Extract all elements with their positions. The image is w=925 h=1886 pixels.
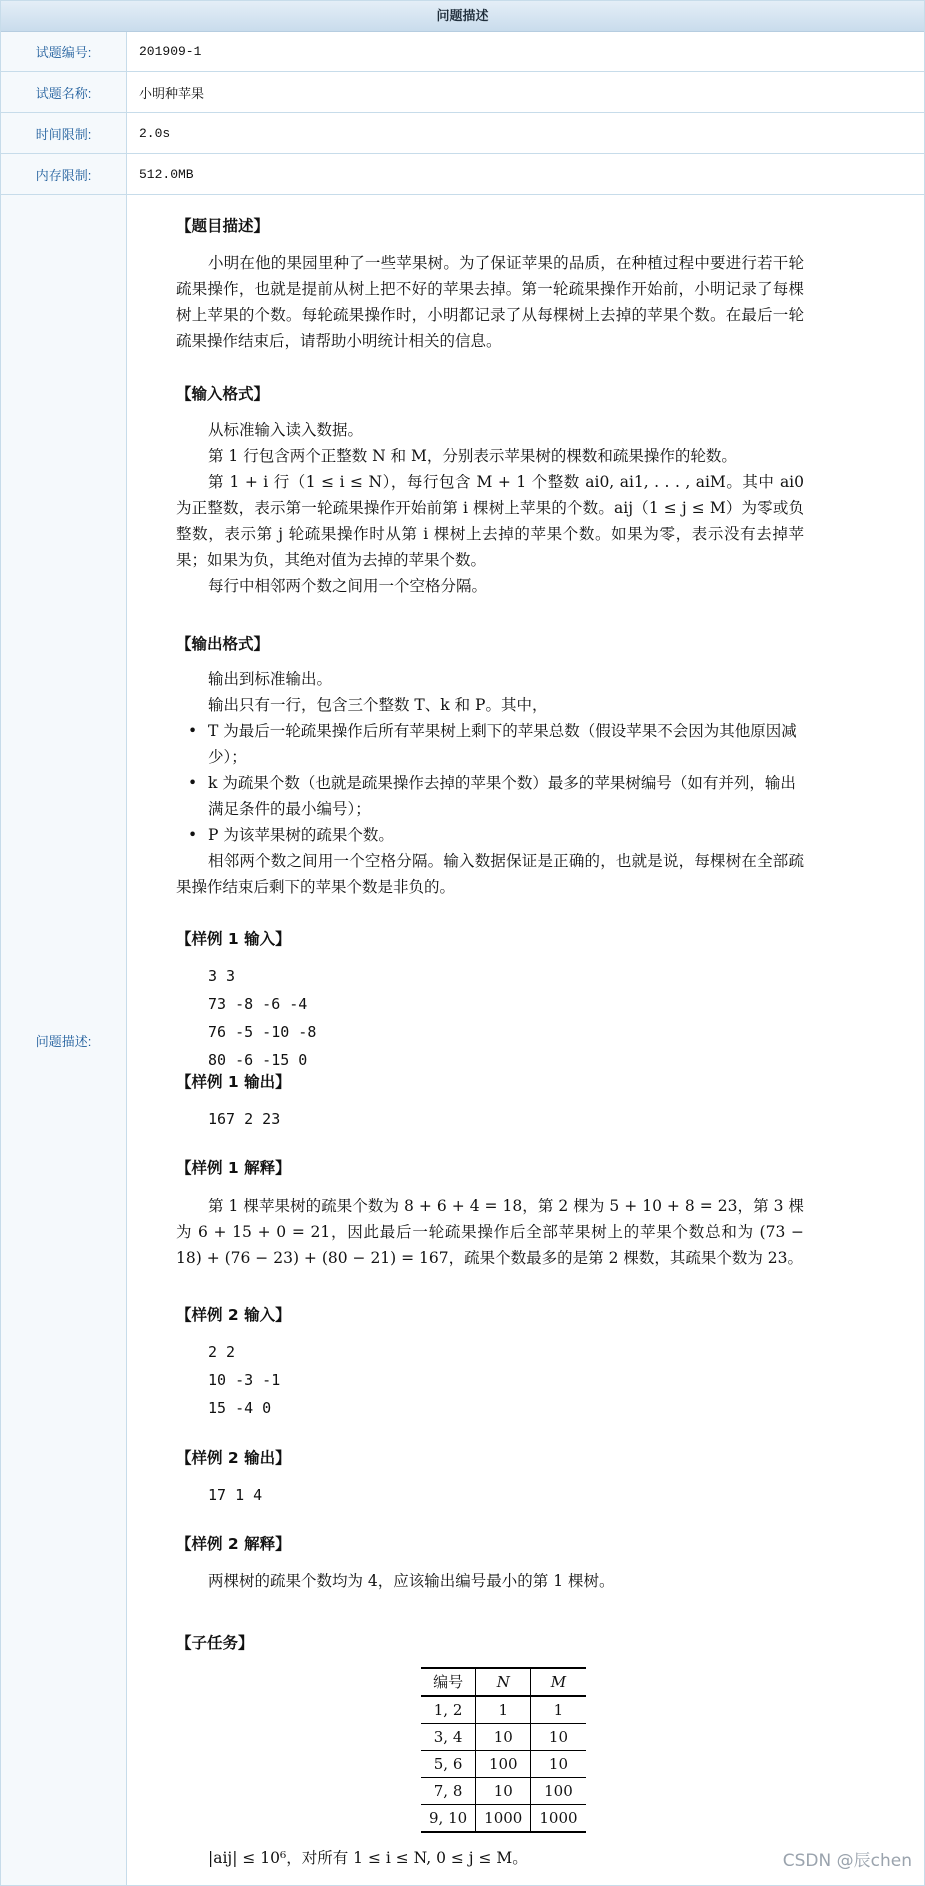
table-cell: 100 bbox=[476, 1751, 531, 1778]
info-label: 试题名称: bbox=[1, 72, 127, 112]
bullet-text: P 为该苹果树的疏果个数。 bbox=[208, 826, 394, 844]
output-line: 输出到标准输出。 bbox=[208, 670, 333, 688]
header-title: 问题描述 bbox=[1, 1, 924, 32]
info-label: 时间限制: bbox=[1, 113, 127, 153]
table-row bbox=[421, 1805, 586, 1833]
sample-line: 10 -3 -1 bbox=[208, 1371, 281, 1389]
table-cell: 1000 bbox=[531, 1805, 586, 1833]
info-row-name bbox=[1, 72, 924, 113]
table-row bbox=[421, 1724, 586, 1751]
table-cell: 5, 6 bbox=[421, 1751, 476, 1778]
sample-output: 167 2 23 bbox=[208, 1110, 281, 1128]
table-cell: 10 bbox=[531, 1724, 586, 1751]
section-title: 【子任务】 bbox=[176, 1634, 254, 1652]
sample-line: 73 -8 -6 -4 bbox=[208, 995, 308, 1013]
bullet-text: T 为最后一轮疏果操作后所有苹果树上剩下的苹果总数（假设苹果不会因为其他原因减少）； bbox=[208, 722, 797, 766]
sample-line: 15 -4 0 bbox=[208, 1399, 272, 1417]
section-title: 【输出格式】 bbox=[176, 635, 270, 653]
description-text: 小明在他的果园里种了一些苹果树。为了保证苹果的品质，在种植过程中要进行若干轮疏果操作，也就是提前从树上把不好的苹果去掉。第一轮疏果操作开始前，小明记录了每棵树上苹果的个数。每轮疏果操作时，小明都记录了从每棵树上去掉的苹果个数。在最后一轮疏果操作结束后，请帮助小明统计相关的信息。 bbox=[176, 254, 804, 350]
table-cell: 3, 4 bbox=[421, 1724, 476, 1751]
subtask-table bbox=[421, 1667, 586, 1833]
bullet-text: k 为疏果个数（也就是疏果操作去掉的苹果个数）最多的苹果树编号（如有并列，输出满足条件的最小编号）； bbox=[208, 774, 796, 818]
table-header: N bbox=[476, 1668, 531, 1696]
sample-line: 2 2 bbox=[208, 1343, 236, 1361]
section-title: 【样例 1 解释】 bbox=[176, 1159, 291, 1177]
sample-line: 3 3 bbox=[208, 967, 236, 985]
table-row bbox=[421, 1696, 586, 1724]
table-cell: 10 bbox=[476, 1724, 531, 1751]
table-cell: 9, 10 bbox=[421, 1805, 476, 1833]
input-line: 每行中相邻两个数之间用一个空格分隔。 bbox=[208, 577, 488, 595]
info-label: 内存限制: bbox=[1, 154, 127, 194]
input-line: 第 1 + i 行（1 ≤ i ≤ N），每行包含 M + 1 个整数 ai0, ai1, . . . , aiM。其中 ai0 为正整数，表示第一轮疏果操作开始前第 i 棵树上苹果的个数。aij（1 ≤ j ≤ M）为零或负整数，表示第 j 轮疏果操作时从第 i 棵树上去掉的苹果个数。如果为零，表示没有去掉苹果；如果为负，其绝对值为去掉的苹果个数。 bbox=[176, 473, 804, 569]
section-title: 【样例 2 输出】 bbox=[176, 1449, 291, 1467]
input-line: 从标准输入读入数据。 bbox=[208, 421, 364, 439]
table-header-row bbox=[421, 1668, 586, 1696]
info-value: 小明种苹果 bbox=[139, 86, 205, 102]
problem-row bbox=[1, 195, 924, 1885]
section-title: 【题目描述】 bbox=[176, 217, 270, 235]
table-header: M bbox=[531, 1668, 586, 1696]
table-cell: 100 bbox=[531, 1778, 586, 1805]
table-cell: 1 bbox=[476, 1696, 531, 1724]
info-row-memory bbox=[1, 154, 924, 195]
table-cell: 1 bbox=[531, 1696, 586, 1724]
section-title: 【样例 1 输入】 bbox=[176, 930, 291, 948]
section-title: 【样例 2 输入】 bbox=[176, 1306, 291, 1324]
section-title: 【样例 1 输出】 bbox=[176, 1073, 291, 1091]
input-line: 第 1 行包含两个正整数 N 和 M，分别表示苹果树的棵数和疏果操作的轮数。 bbox=[208, 447, 737, 465]
info-value: 2.0s bbox=[139, 125, 171, 141]
sample-line: 76 -5 -10 -8 bbox=[208, 1023, 317, 1041]
sample-explanation: 第 1 棵苹果树的疏果个数为 8 + 6 + 4 = 18，第 2 棵为 5 + 10 + 8 = 23，第 3 棵为 6 + 15 + 0 = 21，因此最后一轮疏果操作后全部苹果树上的苹果个数总和为 (73 − 18) + (76 − 23) + (80 − 21) = 167，疏果个数最多的是第 2 棵数，其疏果个数为 23。 bbox=[176, 1197, 804, 1267]
section-title: 【输入格式】 bbox=[176, 385, 270, 403]
table-cell: 10 bbox=[476, 1778, 531, 1805]
constraint-text: |aij| ≤ 10⁶，对所有 1 ≤ i ≤ N, 0 ≤ j ≤ M。 bbox=[208, 1849, 528, 1867]
info-value: 512.0MB bbox=[139, 166, 194, 182]
output-line: 输出只有一行，包含三个整数 T、k 和 P。其中， bbox=[208, 696, 548, 714]
sample-output: 17 1 4 bbox=[208, 1486, 263, 1504]
section-title: 【样例 2 解释】 bbox=[176, 1535, 291, 1553]
table-cell: 7, 8 bbox=[421, 1778, 476, 1805]
output-bullet: • P 为该苹果树的疏果个数。 bbox=[188, 826, 394, 844]
info-value: 201909-1 bbox=[139, 44, 202, 59]
problem-label: 问题描述: bbox=[1, 195, 127, 1885]
info-row-time bbox=[1, 113, 924, 154]
table-row bbox=[421, 1751, 586, 1778]
info-label: 试题编号: bbox=[1, 32, 127, 71]
table-cell: 1000 bbox=[476, 1805, 531, 1833]
table-row bbox=[421, 1778, 586, 1805]
watermark: CSDN @辰chen bbox=[782, 1851, 912, 1871]
sample-line: 80 -6 -15 0 bbox=[208, 1051, 308, 1069]
output-note: 相邻两个数之间用一个空格分隔。输入数据保证是正确的，也就是说，每棵树在全部疏果操作结束后剩下的苹果个数是非负的。 bbox=[176, 852, 804, 896]
table-cell: 1, 2 bbox=[421, 1696, 476, 1724]
output-bullet: • k 为疏果个数（也就是疏果操作去掉的苹果个数）最多的苹果树编号（如有并列，输出满足条件的最小编号）； bbox=[188, 774, 796, 818]
sample-explanation: 两棵树的疏果个数均为 4，应该输出编号最小的第 1 棵树。 bbox=[208, 1572, 615, 1590]
info-row-id bbox=[1, 32, 924, 72]
output-bullet: • T 为最后一轮疏果操作后所有苹果树上剩下的苹果总数（假设苹果不会因为其他原因减少）； bbox=[188, 722, 797, 766]
table-cell: 10 bbox=[531, 1751, 586, 1778]
table-header: 编号 bbox=[421, 1668, 476, 1696]
